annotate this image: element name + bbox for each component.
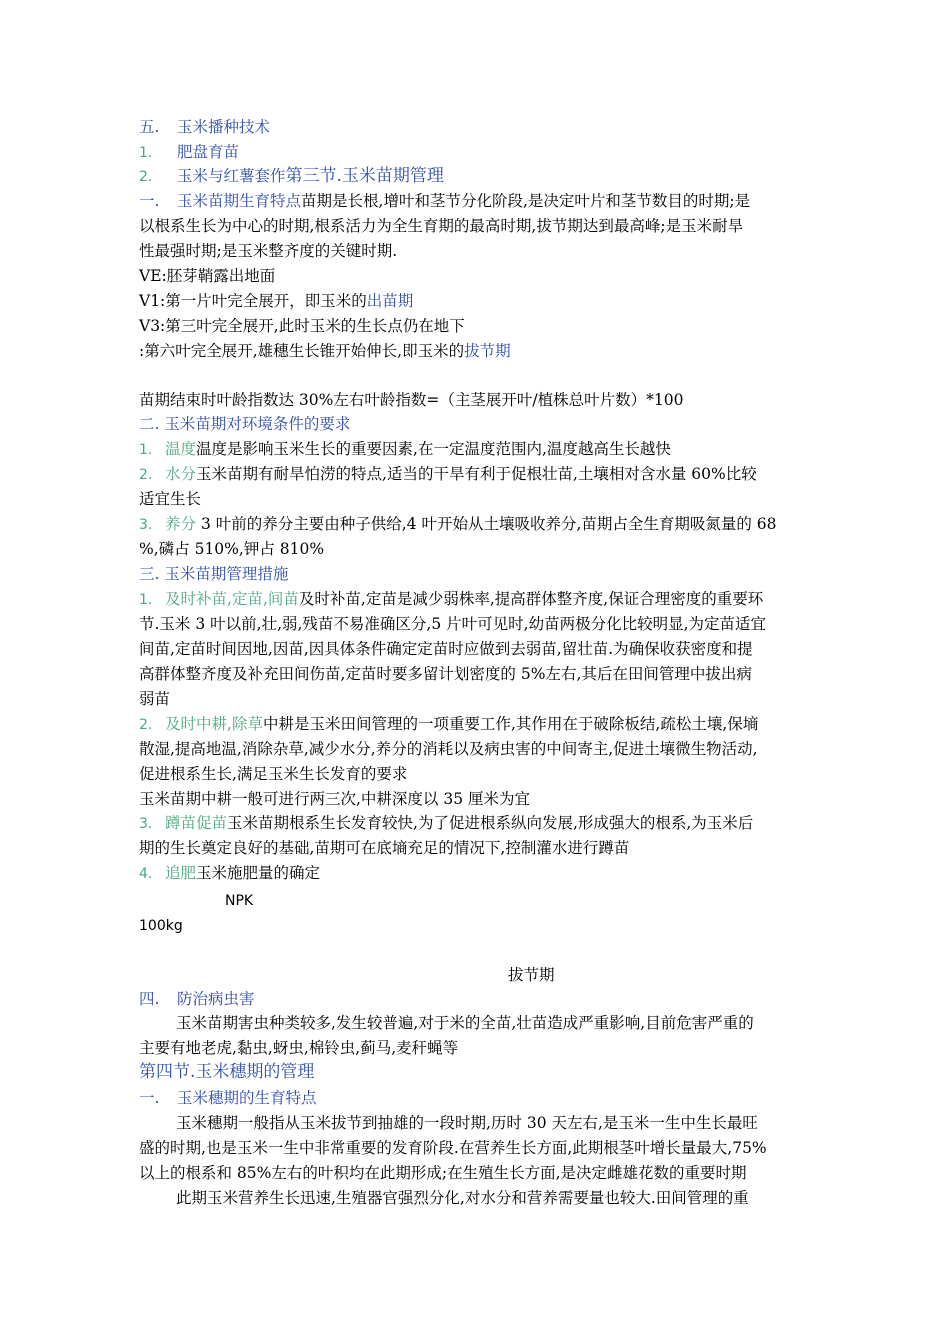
section-5-heading (139, 115, 270, 139)
item-text: 3 叶前的养分主要由种子供给,4 叶开始从土壤吸收养分,苗期占全生育期吸氮量的 68 (196, 515, 777, 533)
section-number: 四. (139, 990, 160, 1008)
item-key: 定苗 (231, 590, 263, 608)
item-number: 1. (139, 592, 153, 608)
item-key: 水分 (165, 465, 197, 483)
s3-item-4 (139, 861, 320, 886)
leaf-index-formula: 苗期结束时叶龄指数达 30%左右叶龄指数=（主茎展开叶/植株总叶片数）*100 (139, 391, 684, 409)
stage-link: 出苗期 (366, 292, 414, 310)
s2-item-2 (139, 462, 757, 487)
item-number: 2. (139, 467, 153, 483)
item-text: 玉米施肥量的确定 (196, 864, 321, 882)
item-key: 间苗 (267, 590, 299, 608)
body-text: 苗期是长根,增叶和茎节分化阶段,是决定叶片和茎节数目的时期;是 (301, 192, 751, 210)
item-text: 肥盘育苗 (177, 143, 240, 161)
body-text: 弱苗 (139, 690, 171, 708)
s3-item-1 (139, 587, 763, 612)
item-text: 温度是影响玉米生长的重要因素,在一定温度范围内,温度越高生长越快 (196, 440, 671, 458)
subsection-number: 一. (139, 192, 160, 210)
stage-v1 (139, 289, 413, 313)
item-number: 1. (139, 145, 153, 161)
stage-text: :第六叶完全展开,雄穗生长锥开始伸长,即玉米的 (139, 342, 465, 360)
separator: , (262, 590, 268, 608)
item-key: 养分 (165, 515, 197, 533)
section-title: 防治病虫害 (177, 990, 255, 1008)
list-item-2 (139, 164, 444, 189)
body-text: 玉米苗期害虫种类较多,发生较普遍,对于米的全苗,壮苗造成严重影响,目前危害严重的 (176, 1014, 754, 1032)
item-number: 2. (139, 717, 153, 733)
stage-v3: V3:第三叶完全展开,此时玉米的生长点仍在地下 (139, 317, 465, 335)
subsection-title: 玉米穗期的生育特点 (177, 1089, 317, 1107)
s3-item-3 (139, 811, 753, 836)
s2-item-1 (139, 437, 671, 462)
stage-ve: VE:胚芽鞘露出地面 (139, 267, 276, 285)
section-number: 五. (139, 118, 160, 136)
item-key: 及时补苗 (165, 590, 228, 608)
body-text: 主要有地老虎,黏虫,蚜虫,棉铃虫,蓟马,麦秆蝇等 (139, 1039, 459, 1057)
section-title: 玉米播种技术 (177, 118, 271, 136)
item-text: 及时补苗,定苗是减少弱株率,提高群体整齐度,保证合理密度的重要环 (298, 590, 764, 608)
body-text: 节.玉米 3 叶以前,壮,弱,残苗不易准确区分,5 片叶可见时,幼苗两极分化比较明显,为定苗适宜 (139, 615, 766, 633)
subsection-1-line-1 (139, 189, 750, 213)
body-text: %,磷占 510%,钾占 810% (139, 540, 325, 558)
section-4-heading (139, 987, 255, 1011)
item-text: 中耕是玉米田间管理的一项重要工作,其作用在于破除板结,疏松土壤,保墒 (262, 715, 759, 733)
s2-item-3 (139, 512, 777, 537)
body-text: 此期玉米营养生长迅速,生殖器官强烈分化,对水分和营养需要量也较大.田间管理的重 (176, 1189, 749, 1207)
item-key: 及时中耕 (165, 715, 228, 733)
stage-label: 拔节期 (508, 966, 555, 984)
s3-item-2 (139, 712, 758, 737)
body-text: 盛的时期,也是玉米一生中非常重要的发育阶段.在营养生长方面,此期根茎叶增长量最大,75% (139, 1139, 767, 1157)
body-text: 间苗,定苗时间因地,因苗,因具体条件确定定苗时应做到去弱苗,留壮苗.为确保收获密度和提 (139, 640, 753, 658)
body-text: 期的生长奠定良好的基础,苗期可在底墒充足的情况下,控制灌水进行蹲苗 (139, 839, 630, 857)
section-2-heading: 二. 玉米苗期对环境条件的要求 (139, 415, 351, 433)
item-text: 玉米苗期有耐旱怕涝的特点,适当的干旱有利于促根壮苗,土壤相对含水量 60%比较 (196, 465, 757, 483)
body-text: 玉米苗期中耕一般可进行两三次,中耕深度以 35 厘米为宜 (139, 790, 531, 808)
item-number: 4. (139, 866, 153, 882)
separator: , (227, 590, 232, 608)
section-3-heading: 三. 玉米苗期管理措施 (139, 565, 289, 583)
body-text: 以上的根系和 85%左右的叶积均在此期形成;在生殖生长方面,是决定雌雄花数的重要时期 (139, 1164, 747, 1182)
body-text: 玉米穗期一般指从玉米拔节到抽雄的一段时期,历时 30 天左右,是玉米一生中生长最旺 (176, 1114, 758, 1132)
body-text: 适宜生长 (139, 490, 202, 508)
item-text: 玉米苗期根系生长发育较快,为了促进根系纵向发展,形成强大的根系,为玉米后 (227, 814, 754, 832)
npk-label: NPK (225, 893, 254, 909)
body-text: 散湿,提高地温,消除杂草,减少水分,养分的消耗以及病虫害的中间寄主,促进土壤微生物活动, (139, 740, 758, 758)
stage-v6 (139, 339, 511, 363)
item-key: 除草 (231, 715, 263, 733)
stage-text: V1:第一片叶完全展开，即玉米的 (139, 292, 367, 310)
separator: , (227, 715, 232, 733)
item-number: 3. (139, 517, 153, 533)
body-text: 以根系生长为中心的时期,根系活力为全生育期的最高时期,拔节期达到最高峰;是玉米耐旱 (139, 217, 744, 235)
subsection-title: 玉米苗期生育特点 (177, 192, 302, 210)
item-key: 蹲苗促苗 (165, 814, 228, 832)
item-number: 2. (139, 169, 153, 185)
chapter-heading: 第三节.玉米苗期管理 (285, 166, 444, 186)
item-number: 1. (139, 442, 153, 458)
amount-label: 100kg (139, 918, 183, 934)
stage-link: 拔节期 (464, 342, 511, 360)
item-key: 温度 (165, 440, 197, 458)
chapter-4-heading: 第四节.玉米穗期的管理 (139, 1062, 315, 1082)
body-text: 性最强时期;是玉米整齐度的关键时期. (139, 242, 398, 260)
item-number: 3. (139, 816, 153, 832)
item-text: 玉米与红薯套作 (177, 167, 286, 185)
subsection-number: 一. (139, 1089, 160, 1107)
list-item-1 (139, 140, 239, 165)
ch4-subsection-1-heading (139, 1086, 317, 1110)
body-text: 促进根系生长,满足玉米生长发育的要求 (139, 765, 408, 783)
body-text: 高群体整齐度及补充田间伤苗,定苗时要多留计划密度的 5%左右,其后在田间管理中拔出病 (139, 665, 752, 683)
item-key: 追肥 (165, 864, 197, 882)
